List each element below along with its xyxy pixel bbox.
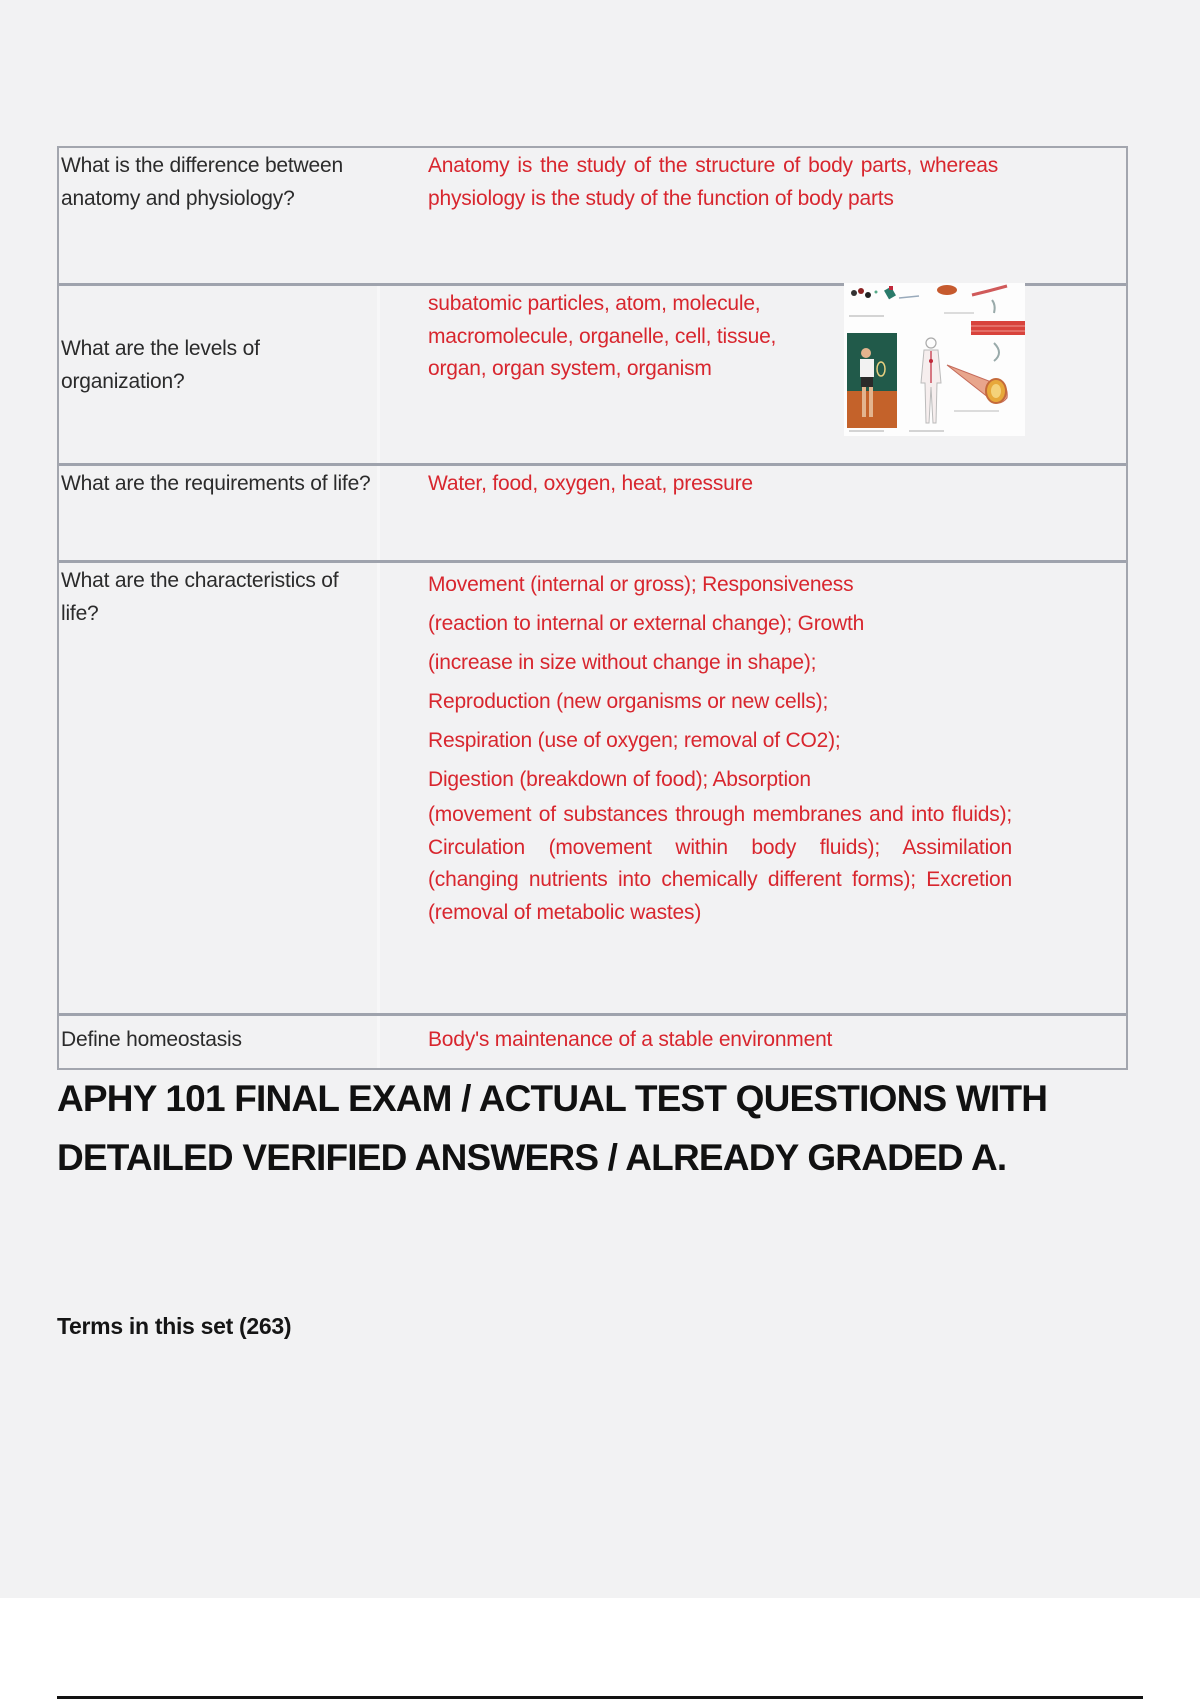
answer-line: Digestion (breakdown of food); Absorption: [428, 768, 811, 791]
question-cell: What are the characteristics of life?: [61, 569, 339, 625]
answer-cell: Anatomy is the study of the structure of body parts, whereas physiology is the study of the function of body parts: [428, 154, 998, 210]
table-row: [59, 463, 1126, 560]
answer-line: (increase in size without change in shape);: [428, 651, 817, 674]
answer-cell: subatomic particles, atom, molecule, macromolecule, organelle, cell, tissue, organ, organ system, organism: [428, 292, 777, 380]
molecule-icon: [851, 290, 857, 296]
muscle-tissue-icon: [971, 321, 1025, 335]
table-row: [59, 1013, 1126, 1068]
question-cell: What is the difference between anatomy and physiology?: [61, 154, 343, 210]
document-title: APHY 101 FINAL EXAM / ACTUAL TEST QUESTIONS WITH DETAILED VERIFIED ANSWERS / ALREADY GRADED A.: [57, 1078, 1048, 1178]
table-row: [59, 283, 1126, 463]
cell-icon: [937, 285, 957, 295]
answer-line: (reaction to internal or external change); Growth: [428, 612, 865, 635]
qa-table: [57, 146, 1128, 1070]
answer-paragraph: (movement of substances through membranes and into fluids); Circulation (movement within body fluids); Assimilation (changing nutrients into chemically different forms); Excretion (removal of metabolic wastes): [428, 803, 1012, 924]
answer-cell: [380, 563, 1126, 1013]
table-row: [59, 148, 1126, 283]
answer-line: Respiration (use of oxygen; removal of CO2);: [428, 729, 841, 752]
levels-of-organization-illustration: [844, 283, 1025, 436]
answer-cell: Body's maintenance of a stable environment: [428, 1028, 833, 1051]
terms-count: Terms in this set (263): [57, 1313, 292, 1339]
question-cell: Define homeostasis: [61, 1028, 242, 1051]
table-row: [59, 560, 1126, 1013]
question-cell: What are the requirements of life?: [61, 472, 371, 495]
question-cell: [59, 286, 377, 463]
answer-line: Reproduction (new organisms or new cells);: [428, 690, 829, 713]
question-text: What are the levels of organization?: [61, 337, 260, 393]
answer-line: Movement (internal or gross); Responsiveness: [428, 573, 854, 596]
answer-cell: Water, food, oxygen, heat, pressure: [428, 472, 753, 495]
page-divider: [57, 1696, 1143, 1699]
